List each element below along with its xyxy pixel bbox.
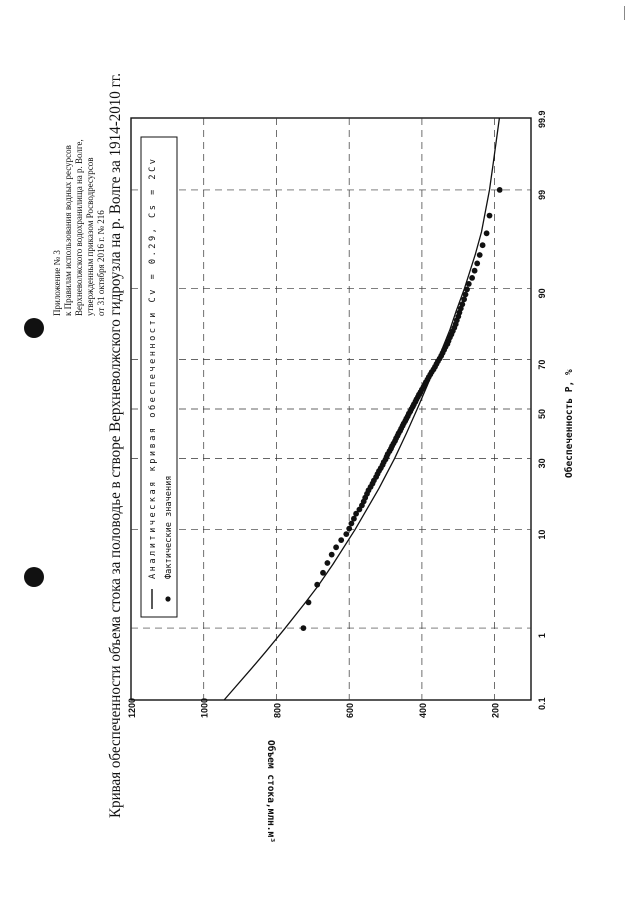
x-tick-label: 0.1 (537, 697, 547, 710)
appendix-line: Верхневолжского водохранилища на р. Волге, (74, 139, 84, 316)
data-point (466, 281, 472, 287)
x-tick-label: 30 (537, 458, 547, 469)
x-tick-label: 50 (537, 408, 547, 419)
x-tick-label: 1 (537, 633, 547, 639)
data-point (477, 252, 483, 258)
y-tick-label: 800 (272, 702, 283, 718)
data-point (338, 537, 344, 543)
legend-label: Аналитическая кривая обеспеченности Cv = 0.29, Cs = 2Cv (148, 159, 158, 579)
y-tick-label: 1200 (127, 697, 137, 718)
y-tick-label: 1000 (199, 697, 210, 718)
data-point (314, 582, 320, 588)
data-point (320, 570, 326, 576)
data-point (484, 230, 490, 236)
data-point (474, 261, 480, 267)
appendix-line: от 31 октября 2016 г. № 216 (96, 210, 106, 316)
y-tick-label: 400 (417, 702, 428, 718)
chart-title: Кривая обеспеченности объема стока за половодье в створе Верхневолжского гидроузла на р. Волге за 1914-2010 гг. (107, 51, 124, 818)
data-point (464, 287, 470, 293)
tick-labels (127, 110, 547, 718)
data-point (301, 625, 307, 631)
appendix-line: утвержденным приказом Росводресурсов (85, 157, 95, 316)
x-axis-label: Обеспеченность P, % (564, 369, 575, 478)
data-point (497, 187, 503, 193)
page-edge-mark (624, 6, 625, 20)
appendix-line: Приложение № 3 (52, 250, 62, 316)
data-point (333, 544, 339, 550)
data-point (487, 213, 493, 219)
data-point (306, 600, 312, 606)
punch-hole-bottom (24, 567, 44, 587)
y-tick-label: 200 (490, 702, 501, 718)
data-point (469, 275, 475, 281)
data-point (351, 516, 357, 522)
legend (141, 137, 177, 617)
appendix-line: к Правилам использования водных ресурсов (63, 145, 73, 316)
data-point (343, 531, 349, 537)
appendix-note (52, 139, 106, 316)
data-point (459, 301, 465, 307)
y-tick-label: 600 (345, 702, 356, 718)
data-point (480, 242, 486, 248)
y-axis-label: Объем стока,млн.м³ (265, 740, 276, 843)
x-tick-label: 10 (537, 529, 547, 540)
plot-area (131, 118, 531, 700)
punch-hole-top (24, 318, 44, 338)
data-point (472, 268, 478, 274)
legend-point-swatch (165, 596, 170, 601)
x-tick-label: 70 (537, 359, 547, 370)
data-point (463, 292, 469, 298)
data-point (325, 560, 331, 566)
data-point (346, 526, 352, 532)
x-tick-label: 99 (537, 189, 547, 200)
data-point (329, 552, 335, 558)
legend-label: Фактические значения (164, 475, 174, 579)
x-tick-label: 90 (537, 288, 547, 299)
x-tick-label: 99.9 (537, 110, 547, 128)
